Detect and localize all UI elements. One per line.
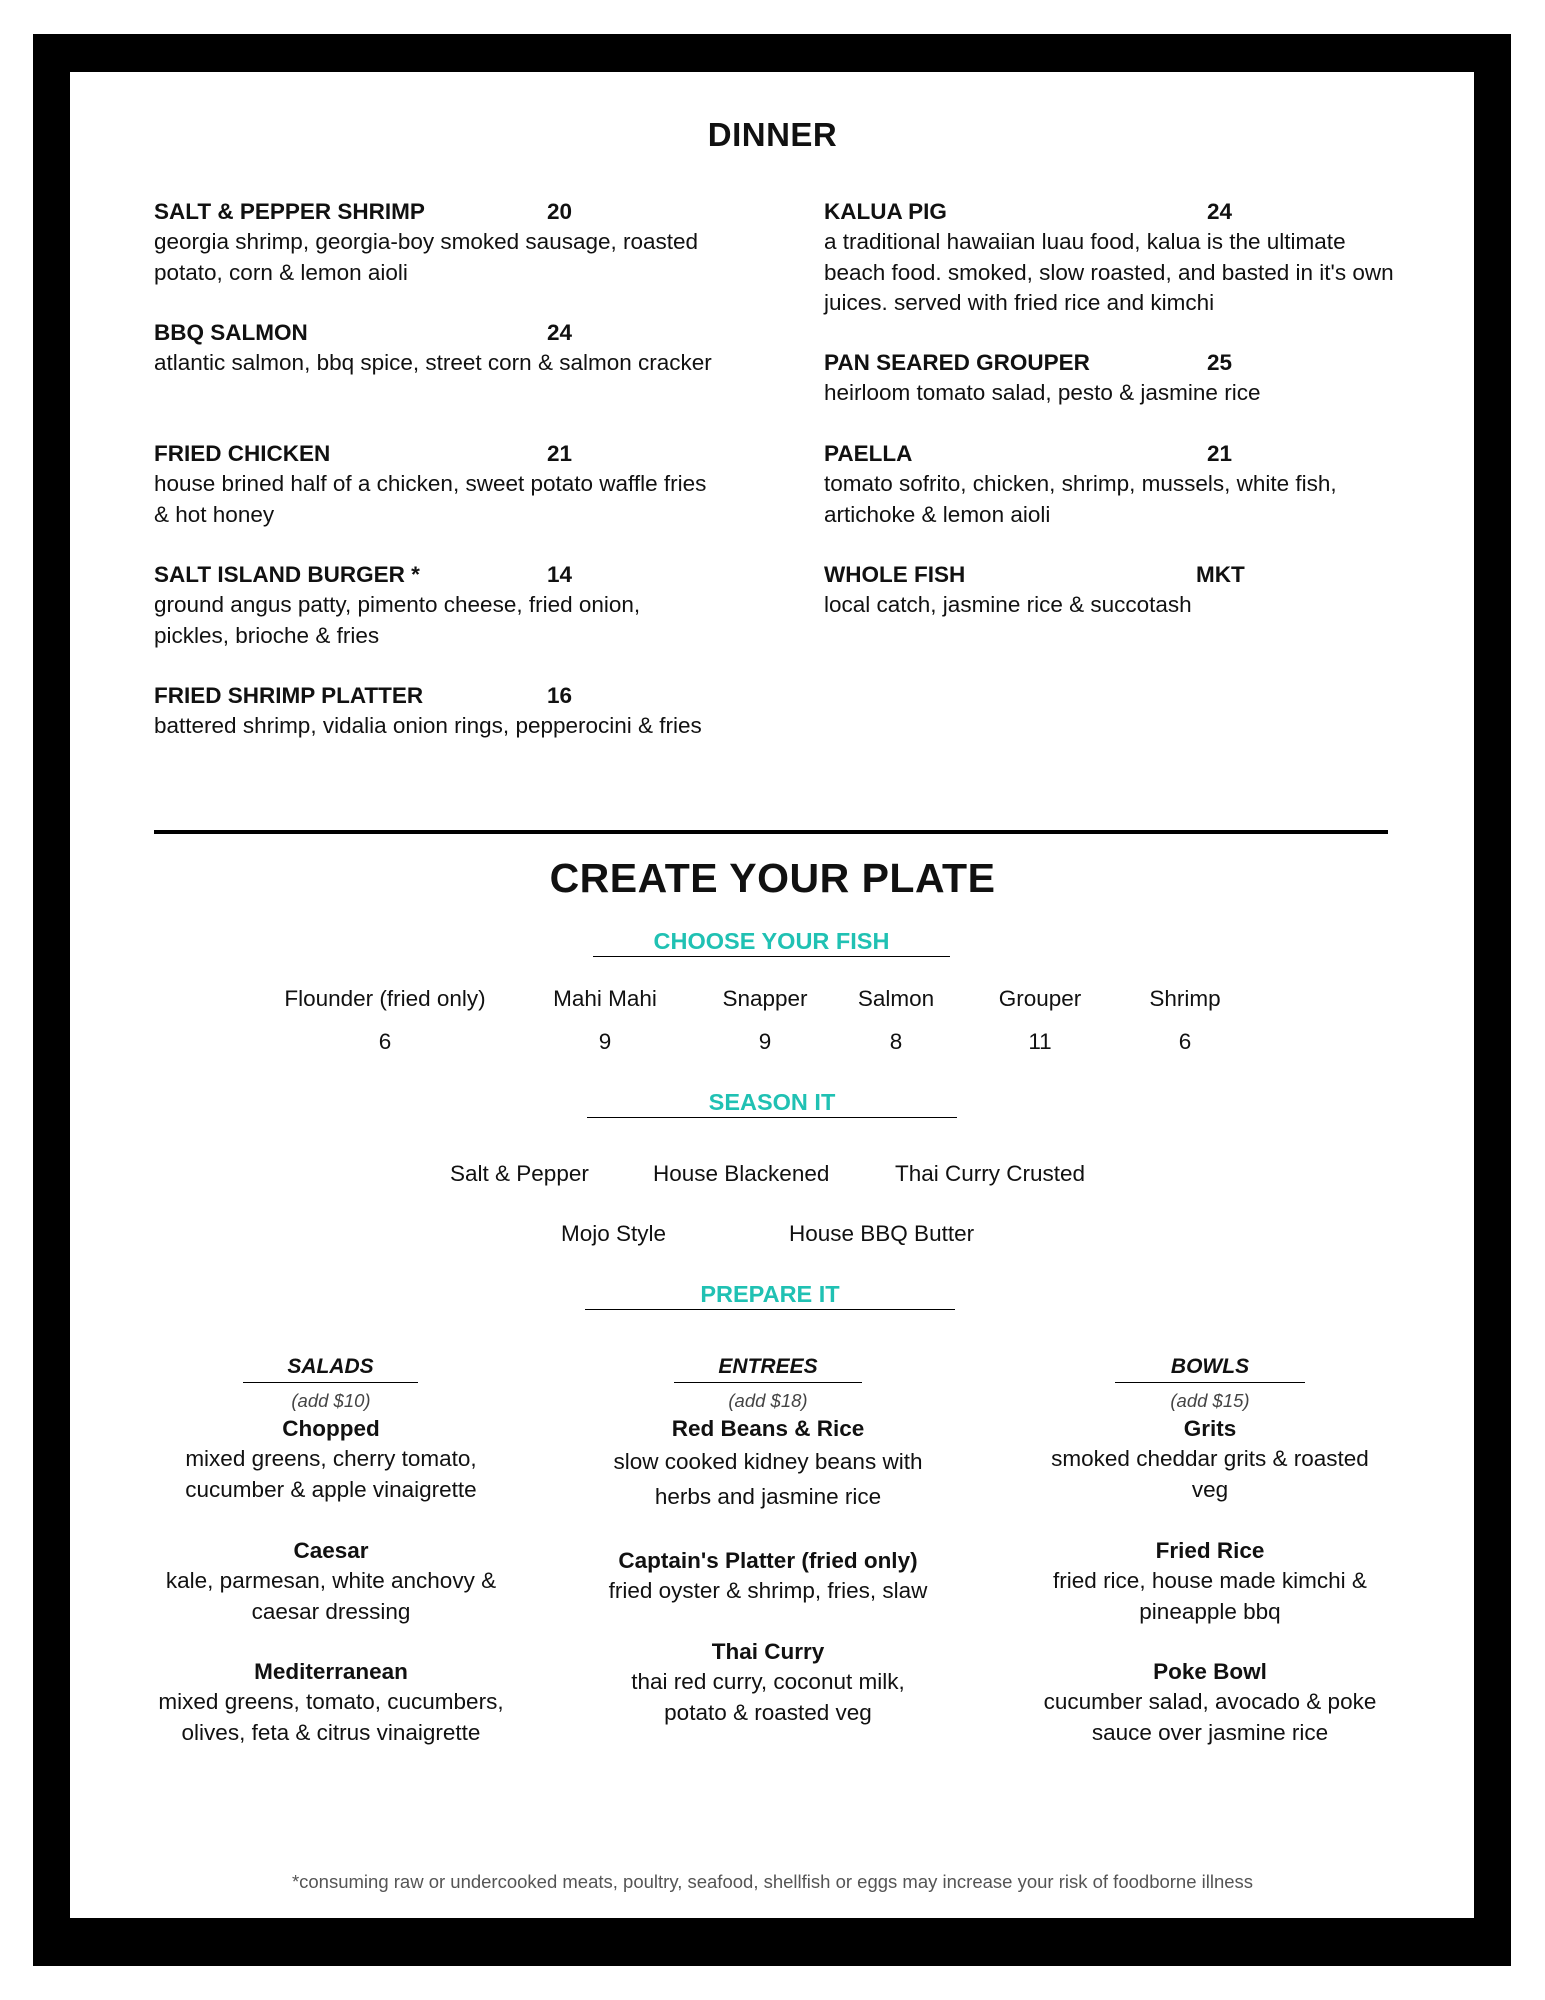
fish-price: 9 [758, 1029, 772, 1054]
dinner-item-price: 16 [547, 683, 573, 708]
dish-name: Poke Bowl [1153, 1659, 1267, 1684]
choose-fish-heading: CHOOSE YOUR FISH [593, 926, 950, 957]
dinner-item-name: SALT & PEPPER SHRIMP [154, 199, 425, 224]
dinner-item-desc: ground angus patty, pimento cheese, fried onion, pickles, brioche & fries [154, 592, 641, 648]
dish-name: Thai Curry [711, 1639, 825, 1664]
fish-price: 11 [1028, 1029, 1052, 1054]
dinner-item-desc: heirloom tomato salad, pesto & jasmine rice [824, 380, 1261, 405]
bowl-dish [1010, 1656, 1410, 1748]
dinner-item-name: SALT ISLAND BURGER * [154, 562, 420, 587]
dinner-item-desc: tomato sofrito, chicken, shrimp, mussels, white fish, artichoke & lemon aioli [824, 471, 1337, 527]
dinner-item-desc: atlantic salmon, bbq spice, street corn & salmon cracker [154, 350, 712, 375]
salad-dish [131, 1656, 531, 1748]
seasoning-option: House BBQ Butter [789, 1221, 975, 1246]
seasoning-option: House Blackened [653, 1161, 830, 1186]
fish-name: Flounder (fried only) [284, 986, 486, 1011]
dish-name: Caesar [293, 1538, 369, 1563]
entrees-heading: ENTREES [674, 1352, 862, 1383]
fish-price: 6 [378, 1029, 392, 1054]
dish-name: Captain's Platter (fried only) [618, 1548, 918, 1573]
dish-name: Red Beans & Rice [671, 1416, 865, 1441]
fish-price: 6 [1178, 1029, 1192, 1054]
section-divider [154, 830, 1388, 834]
dish-name: Chopped [282, 1416, 380, 1441]
dinner-item-name: BBQ SALMON [154, 320, 308, 345]
entrees-price-note: (add $18) [728, 1390, 808, 1411]
dish-desc: mixed greens, cherry tomato, cucumber & apple vinaigrette [185, 1446, 477, 1502]
dish-name: Grits [1183, 1416, 1237, 1441]
dinner-item-name: PAN SEARED GROUPER [824, 350, 1090, 375]
dish-desc: thai red curry, coconut milk, potato & roasted veg [631, 1669, 905, 1725]
dinner-item-desc: georgia shrimp, georgia-boy smoked sausage, roasted potato, corn & lemon aioli [154, 229, 699, 285]
dish-desc: fried oyster & shrimp, fries, slaw [608, 1578, 928, 1603]
dish-desc: slow cooked kidney beans with herbs and jasmine rice [613, 1449, 923, 1509]
dinner-item-price: 24 [547, 320, 573, 345]
seasoning-option: Mojo Style [561, 1221, 667, 1246]
bowls-price-note: (add $15) [1170, 1390, 1250, 1411]
fish-name: Mahi Mahi [553, 986, 657, 1011]
dinner-item-price: 20 [547, 199, 573, 224]
salads-heading: SALADS [243, 1352, 418, 1383]
entree-dish [568, 1636, 968, 1728]
dish-desc: fried rice, house made kimchi & pineapple bbq [1053, 1568, 1367, 1624]
dinner-item-price: 21 [547, 441, 573, 466]
dinner-item-price: MKT [1196, 562, 1245, 587]
salad-dish [131, 1413, 531, 1505]
entree-dish [568, 1413, 968, 1514]
bowl-dish [1010, 1413, 1410, 1505]
dinner-item-name: KALUA PIG [824, 199, 947, 224]
dinner-item-desc: local catch, jasmine rice & succotash [824, 592, 1192, 617]
dish-desc: cucumber salad, avocado & poke sauce over jasmine rice [1043, 1689, 1377, 1745]
dinner-item-name: FRIED CHICKEN [154, 441, 331, 466]
bowl-dish [1010, 1535, 1410, 1627]
dinner-title: DINNER [707, 116, 838, 153]
dish-name: Fried Rice [1155, 1538, 1265, 1563]
seasoning-option: Salt & Pepper [450, 1161, 589, 1186]
seasoning-option: Thai Curry Crusted [895, 1161, 1086, 1186]
entree-dish [568, 1545, 968, 1607]
dinner-item-name: WHOLE FISH [824, 562, 966, 587]
salad-dish [131, 1535, 531, 1627]
salads-price-note: (add $10) [291, 1390, 371, 1411]
dish-desc: smoked cheddar grits & roasted veg [1051, 1446, 1369, 1502]
bowls-heading: BOWLS [1115, 1352, 1305, 1383]
prepare-heading: PREPARE IT [585, 1279, 955, 1310]
dish-desc: mixed greens, tomato, cucumbers, olives, feta & citrus vinaigrette [158, 1689, 504, 1745]
dinner-item-name: FRIED SHRIMP PLATTER [154, 683, 424, 708]
dinner-item-name: PAELLA [824, 441, 913, 466]
dish-desc: kale, parmesan, white anchovy & caesar dressing [165, 1568, 497, 1624]
dinner-item-price: 14 [547, 562, 573, 587]
dish-name: Mediterranean [254, 1659, 408, 1684]
food-safety-footnote: *consuming raw or undercooked meats, poultry, seafood, shellfish or eggs may increase your risk of foodborne illness [291, 1871, 1254, 1892]
dinner-item-desc: battered shrimp, vidalia onion rings, pepperocini & fries [154, 713, 702, 738]
season-heading: SEASON IT [587, 1087, 957, 1118]
dinner-item-price: 25 [1207, 350, 1233, 375]
dinner-item-price: 24 [1207, 199, 1233, 224]
dinner-item-price: 21 [1207, 441, 1233, 466]
dinner-item-desc: house brined half of a chicken, sweet potato waffle fries & hot honey [154, 471, 707, 527]
fish-name: Salmon [857, 986, 935, 1011]
dinner-item-desc: a traditional hawaiian luau food, kalua is the ultimate beach food. smoked, slow roasted, and basted in it's own juices. served with fried rice and kimchi [824, 229, 1394, 315]
fish-name: Shrimp [1149, 986, 1221, 1011]
create-plate-title: CREATE YOUR PLATE [549, 855, 996, 901]
fish-price: 9 [598, 1029, 612, 1054]
fish-price: 8 [889, 1029, 903, 1054]
fish-name: Snapper [722, 986, 808, 1011]
fish-name: Grouper [998, 986, 1082, 1011]
